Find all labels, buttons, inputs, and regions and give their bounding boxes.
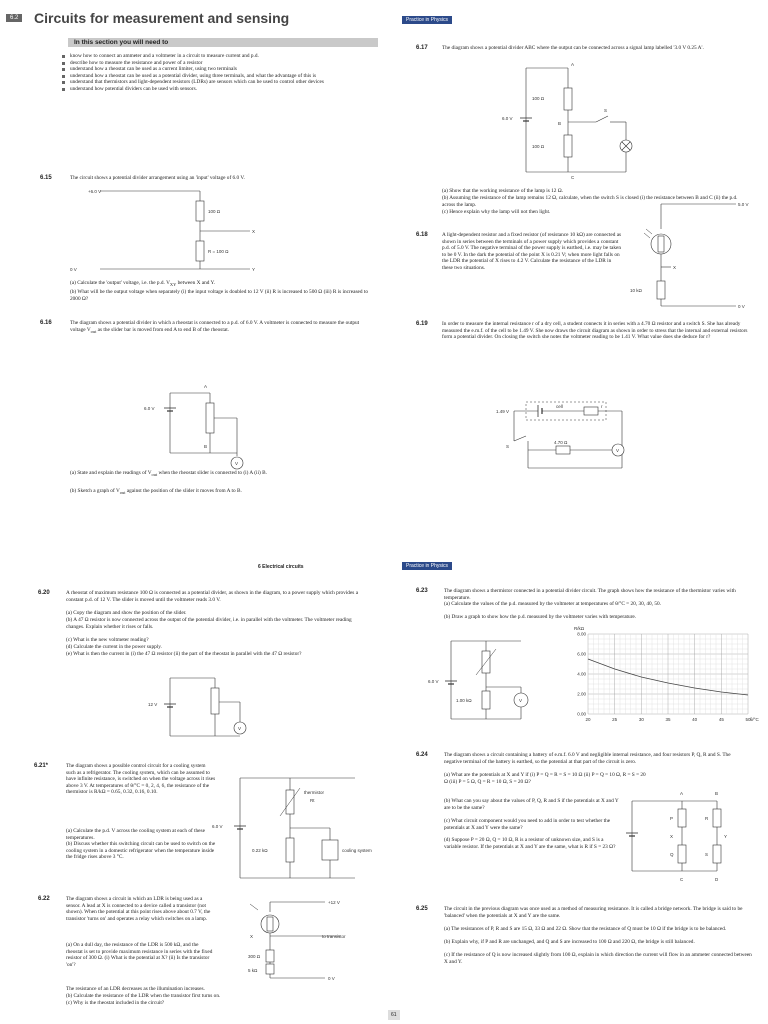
y-tick-label: 0.00	[577, 711, 586, 717]
question-number: 6.21*	[34, 763, 49, 769]
label: to transistor	[322, 934, 346, 939]
question-number: 6.17	[416, 45, 428, 51]
question-part: (a) State and explain the readings of $V_{out}$ when the rheostat slider is connected to (i) A (ii) B.	[70, 470, 267, 478]
label: X	[250, 934, 254, 939]
question-text: A light-dependent resistor and a fixed resistor (of resistance 10 kΩ) are connected as shown in series between the terminals of a power supply which provides a constant p.d. of 5.0 V. The negative terminal of the power supply is earthed, i.e. may be taken to be 0 V. In the dark the potential of the point X is 0.21 V; when more light falls on the LDR the potential of X rises to 4.2 V. Calculate the resistance of the LDR in these two situations.	[442, 232, 622, 271]
question-part: (b) Draw a graph to show how the p.d. measured by the voltmeter varies with temperature.	[444, 614, 637, 620]
page-bottom-right	[386, 556, 768, 1024]
label: cooling system	[342, 848, 372, 853]
question-text: The diagram shows a thermistor connected in a potential divider circuit. The graph shows how the resistance of the thermistor varies with temperature.	[444, 588, 736, 601]
label: P	[670, 816, 674, 821]
question-part: (a) On a dull day, the resistance of the LDR is 500 kΩ, and the rheostat is set to provide maximum resistance in series with the fixed resistor of 300 Ω. (i) What is the potential at X? (ii) Is the transistor 'on'?	[66, 942, 213, 968]
label: S	[604, 108, 608, 113]
x-tick-label: 30	[638, 717, 644, 722]
circuit-diagram-623	[426, 631, 546, 726]
section-band: In this section you will need to	[68, 38, 378, 47]
label: R	[705, 816, 709, 821]
question-part: (b) Explain why, if P and R are unchanged, and Q and S are increased to 100 Ω and 220 Ω, the bridge is still balanced.	[444, 939, 695, 945]
label: 5.0 V	[738, 202, 749, 207]
label: Y	[724, 834, 728, 839]
question-part: (c) What circuit component would you need to add in order to test whether the potentials at X and Y were the same?	[444, 818, 611, 831]
question-text: The diagram shows a potential divider in which a rheostat is connected to a p.d. of 6.0 V. A voltmeter is connected to measure the output voltage $V_{out}$ as the slider bar is moved from end A to end B of the rheostat.	[70, 320, 360, 334]
question-part: (a) Copy the diagram and show the position of the slider.	[66, 610, 187, 616]
question-text: The diagram shows a circuit containing a battery of e.m.f. 6.0 V and negligible internal resistance, and four resistors P, Q, R and S. The negative terminal of the battery is earthed, so the potential at that part of the circuit is zero.	[444, 752, 731, 765]
question-number: 6.20	[38, 590, 50, 596]
circuit-diagram-621	[210, 768, 375, 888]
question-part: (c) If the resistance of Q is now increased slightly from 100 Ω, explain in which direction the current will flow in an ammeter connected between X and Y.	[444, 952, 752, 965]
label: +6.0 V	[88, 189, 102, 194]
label: B	[558, 121, 562, 126]
question-text: In order to measure the internal resistance r of a dry cell, a student connects it in series with a 4.70 Ω resistor and a switch S. She has already measured the e.m.f. of the cell to be 1.49 V. She now draws the circuit diagram as shown in order to stress that the internal and external resistors form a potential divider. On closing the switch she notes the voltmeter reading to be 1.41 V. What value does she deduce for r?	[442, 321, 748, 340]
circuit-diagram-619	[496, 396, 646, 476]
label: +12 V	[328, 900, 340, 905]
chart-grid	[588, 634, 748, 714]
label: 100 Ω	[532, 96, 545, 101]
circuit-diagram-624	[622, 781, 742, 891]
question-part: (b) What can you say about the values of P, Q, R and S if the potentials at X and Y are to be the same?	[444, 798, 619, 811]
label: 1.00 kΩ	[456, 698, 472, 703]
page-number: 61	[388, 1010, 400, 1020]
y-tick-label: 8.00	[577, 631, 586, 637]
label: 100 Ω	[208, 209, 221, 214]
question-part: (e) What is then the current in (i) the 47 Ω resistor (ii) the part of the rheostat in parallel with the 47 Ω resistor?	[66, 651, 302, 657]
page-title: Circuits for measurement and sensing	[34, 10, 290, 26]
x-tick-label: 50	[745, 717, 751, 722]
question-text: The diagram shows a possible control circuit for a cooling system such as a refrigerator. The cooling system, which can be assumed to have infinite resistance, is switched on when the voltage across it rises above 3 V. At temperatures of θ/°C = 0, 2, 4, 6, the resistance of the thermistor is R/kΩ = 0.65, 0.32, 0.16, 0.10.	[66, 763, 216, 795]
question-part: (b) Assuming the resistance of the lamp remains 12 Ω, calculate, when the switch S is closed (i) the resistance between B and C (ii) the p.d. across the lamp.	[442, 195, 738, 208]
x-tick-label: 45	[718, 717, 724, 722]
label: 0 V	[70, 267, 77, 272]
list-item: understand how a rheostat can be used as a potential divider, using three terminals, and what the advantage of this is	[60, 73, 370, 80]
question-part: (d) Suppose P = 20 Ω, Q = 10 Ω, R is a resistor of unknown size, and S is a variable resistor. If the potentials at X and Y are the same, what is R if S = 23 Ω?	[444, 837, 616, 850]
y-tick-label: 2.00	[577, 691, 586, 697]
list-item: understand how potential dividers can be used with sensors.	[60, 86, 370, 93]
question-part: (a) Show that the working resistance of the lamp is 12 Ω.	[442, 188, 564, 194]
label: X	[252, 229, 256, 234]
label: 0.22 kΩ	[252, 848, 268, 853]
question-part: (a) The resistances of P, R and S are 15 Ω, 33 Ω and 22 Ω. Show that the resistance of Q must be 10 Ω if the bridge is to be balanced.	[444, 926, 727, 932]
circuit-diagram-617	[496, 60, 646, 180]
question-text: The resistance of an LDR decreases as the illumination increases.	[66, 986, 205, 992]
label: D	[715, 877, 719, 882]
running-header: Practice in Physics	[402, 562, 452, 570]
label: A	[571, 62, 575, 67]
label: Y	[252, 267, 256, 272]
label: 6.0 V	[428, 679, 439, 684]
x-tick-label: 20	[585, 717, 591, 722]
question-number: 6.15	[40, 175, 52, 181]
circuit-diagram-618	[626, 196, 766, 314]
circuit-diagram-615	[60, 183, 280, 278]
question-part: (c) Why is the rheostat included in the circuit?	[66, 1000, 165, 1006]
label: V	[616, 448, 620, 453]
label: X	[673, 265, 677, 270]
list-item: understand that thermistors and light-dependent resistors (LDRs) are sensors which can be used to control other devices	[60, 79, 370, 86]
question-part: (a) What are the potentials at X and Y if (i) P = Q = R = S = 10 Ω (ii) P = Q = 10 Ω, R = S = 20 Ω (iii) P = 5 Ω, Q = R = 10 Ω, S = 20 Ω?	[444, 772, 646, 785]
question-part: (d) Calculate the current in the power supply.	[66, 644, 162, 650]
label: B	[715, 791, 719, 796]
objectives-list	[60, 53, 370, 93]
label: C	[571, 175, 575, 180]
label: S	[506, 444, 510, 449]
label: 300 Ω	[248, 954, 261, 959]
label: X	[670, 834, 674, 839]
label: 10 kΩ	[630, 288, 642, 293]
x-tick-label: 25	[612, 717, 618, 722]
label: cell	[556, 404, 563, 409]
question-number: 6.18	[416, 232, 428, 238]
circuit-diagram-620	[140, 668, 270, 746]
label: V	[235, 461, 239, 466]
label: 6.0 V	[144, 406, 155, 411]
label: B	[204, 444, 208, 449]
y-axis-label: R/kΩ	[574, 626, 585, 631]
label: A	[680, 791, 684, 796]
label: Rt	[310, 798, 315, 803]
circuit-diagram-622	[220, 894, 380, 984]
question-part: (a) Calculate the p.d. V across the cooling system at each of these temperatures.	[66, 828, 205, 841]
question-part: (c) Hence explain why the lamp will not then light.	[442, 209, 551, 215]
label: 6.0 V	[502, 116, 513, 121]
label: R = 100 Ω	[208, 249, 229, 254]
question-part: (b) Discuss whether this switching circuit can be used to switch on the cooling system in a domestic refrigerator when the temperature inside the fridge rises above 3 °C.	[66, 841, 216, 860]
label: 1.49 V	[496, 409, 510, 414]
question-number: 6.25	[416, 906, 428, 912]
list-item: understand how a rheostat can be used as a current limiter, using two terminals	[60, 66, 370, 73]
label: 0 V	[328, 976, 335, 981]
label: 4.70 Ω	[554, 440, 568, 445]
label: S	[705, 852, 709, 857]
question-number: 6.19	[416, 321, 428, 327]
question-part: (b) Calculate the resistance of the LDR when the transistor first turns on.	[66, 993, 221, 999]
page-top-left	[0, 0, 384, 548]
question-part: (a) Calculate the 'output' voltage, i.e. the p.d. $V_{XY}$ between X and Y.	[70, 280, 215, 288]
label: V	[238, 726, 242, 731]
resistance-temperature-chart	[558, 620, 763, 736]
y-tick-label: 6.00	[577, 651, 586, 657]
question-part: (a) Calculate the values of the p.d. measured by the voltmeter at temperatures of θ/°C = 20, 30, 40, 50.	[444, 601, 661, 607]
question-number: 6.24	[416, 752, 428, 758]
circuit-diagram-616	[140, 378, 260, 473]
list-item: know how to connect an ammeter and a voltmeter in a circuit to measure current and p.d.	[60, 53, 370, 60]
question-text: The diagram shows a circuit in which an LDR is being used as a sensor. A lead at X is connected to a device called a transistor (not shown). When the potential at this point rises above about 0.7 V, the transistor 'turns on' and operates a relay which switches on a lamp.	[66, 896, 211, 922]
x-axis-label: θ/°C	[750, 717, 759, 722]
x-tick-label: 40	[692, 717, 698, 722]
label: 100 Ω	[532, 144, 545, 149]
label: 12 V	[148, 702, 158, 707]
question-part: (b) Sketch a graph of $V_{out}$ against the position of the slider it moves from A to B.	[70, 488, 242, 496]
page-bottom-left	[0, 556, 384, 1024]
label: 5 kΩ	[248, 968, 258, 973]
y-tick-label: 4.00	[577, 671, 586, 677]
running-header: Practice in Physics	[402, 16, 452, 24]
label: r	[601, 404, 603, 409]
section-number: 6.2	[6, 14, 22, 22]
running-header: 6 Electrical circuits	[258, 564, 304, 570]
label: C	[680, 877, 684, 882]
label: V	[519, 698, 523, 703]
question-part: (c) What is the new voltmeter reading?	[66, 637, 149, 643]
label: thermistor	[304, 790, 325, 795]
chart-ticks	[577, 632, 751, 723]
question-number: 6.22	[38, 896, 50, 902]
question-number: 6.23	[416, 588, 428, 594]
label: A	[204, 384, 208, 389]
label: 0 V	[738, 304, 745, 309]
question-text: The diagram shows a potential divider ABC where the output can be connected across a signal lamp labelled '3.0 V 0.25 A'.	[442, 45, 704, 51]
list-item: describe how to measure the resistance and power of a resistor	[60, 60, 370, 67]
x-tick-label: 35	[665, 717, 671, 722]
label: Q	[670, 852, 674, 857]
question-number: 6.16	[40, 320, 52, 326]
question-text: A rheostat of maximum resistance 100 Ω is connected as a potential divider, as shown in the diagram, to a power supply which provides a constant p.d. of 12 V. The slider is moved until the voltmeter reads 3.0 V.	[66, 590, 359, 603]
question-text: The circuit shows a potential divider arrangement using an 'input' voltage of 6.0 V.	[70, 175, 245, 181]
question-part: (b) A 47 Ω resistor is now connected across the output of the potential divider, i.e. in parallel with the voltmeter. The voltmeter reading changes. Explain whether it rises or falls.	[66, 617, 352, 630]
label: 6.0 V	[212, 824, 223, 829]
question-part: (b) What will be the output voltage when separately (i) the input voltage is doubled to 12 V (ii) R is increased to 500 Ω (iii) R is increased to 2000 Ω?	[70, 289, 368, 302]
question-text: The circuit in the previous diagram was once used as a method of measuring resistance. It is called a bridge network. The bridge is said to be 'balanced' when the potentials at X and Y are the same.	[444, 906, 743, 919]
page-top-right	[386, 0, 768, 548]
